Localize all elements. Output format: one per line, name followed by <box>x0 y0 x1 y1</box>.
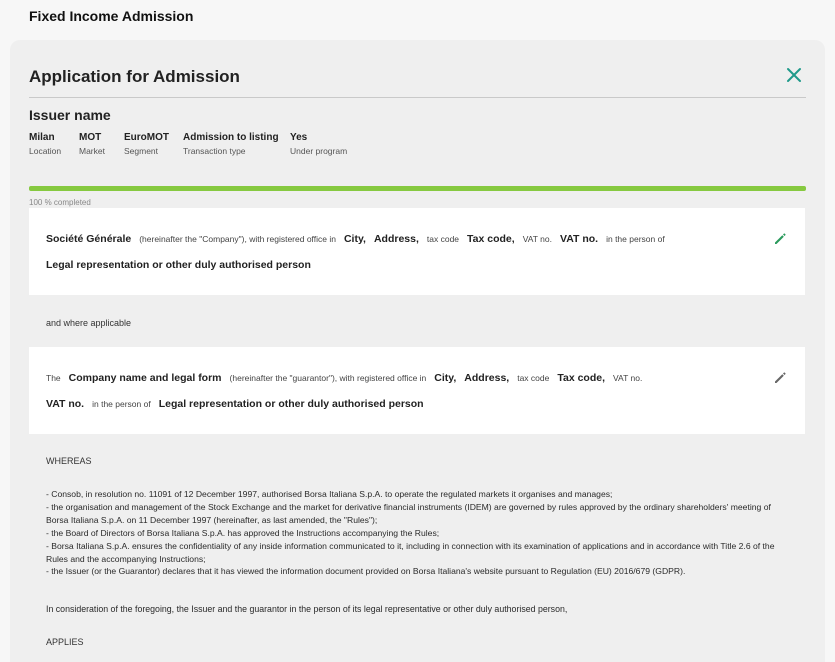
whereas-item: - Consob, in resolution no. 11091 of 12 December 1997, authorised Borsa Italiana S.p.A. to operate the regulated markets it organises and manages; <box>46 489 613 499</box>
consideration-text: In consideration of the foregoing, the Issuer and the guarantor in the person of its legal representative or other duly authorised person, <box>46 604 568 614</box>
person-label: in the person of <box>606 234 665 244</box>
guarantor-line-1 <box>46 372 650 384</box>
meta-market <box>79 132 105 156</box>
application-card <box>10 40 825 662</box>
meta-location <box>29 132 61 156</box>
meta-label: Transaction type <box>183 146 246 156</box>
tax-code: Tax code, <box>467 233 515 245</box>
meta-label: Market <box>79 146 105 156</box>
guarantor-line-2 <box>46 398 432 410</box>
address: Address, <box>373 233 419 245</box>
whereas-item: - the Issuer (or the Guarantor) declares that it has viewed the information document provided on Borsa Italiana's website pursuant to Regulation (EU) 2016/679 (GDPR). <box>46 566 686 577</box>
meta-value: MOT <box>79 132 102 143</box>
close-icon[interactable] <box>785 66 803 84</box>
vat-value: VAT no. <box>46 398 85 410</box>
applies-heading: APPLIES <box>46 637 84 647</box>
whereas-list <box>46 488 776 578</box>
city: City, <box>343 233 366 245</box>
hereinafter-text: (hereinafter the "guarantor"), with registered office in <box>229 373 427 383</box>
company-name: Company name and legal form <box>68 372 222 384</box>
person-label: in the person of <box>92 399 151 409</box>
meta-label: Segment <box>124 146 159 156</box>
whereas-item: - the Board of Directors of Borsa Italiana S.p.A. has approved the Instructions accompanying the Rules; <box>46 527 440 538</box>
application-title: Application for Admission <box>29 67 240 86</box>
issuer-line-2 <box>46 259 319 271</box>
company-name: Société Générale <box>46 233 132 245</box>
meta-label: Location <box>29 146 62 156</box>
issuer-line-1 <box>46 233 673 245</box>
meta-value: Milan <box>29 132 55 143</box>
progress-text: 100 % completed <box>29 198 91 207</box>
the-label: The <box>46 373 61 383</box>
legal-representative: Legal representation or other duly authorised person <box>46 259 311 271</box>
pencil-icon[interactable] <box>773 232 787 246</box>
whereas-item: - the organisation and management of the Stock Exchange and the market for derivative financial instruments (IDEM) are governed by rules approved by the ordinary shareholders' meeting of Borsa Italiana S.p.A. on 11 December 1997 (hereinafter, as last amended, the "Rules"); <box>46 501 771 525</box>
issuer-name: Issuer name <box>29 107 111 123</box>
whereas-item: - Borsa Italiana S.p.A. ensures the confidentiality of any inside information communicated to it, including in connection with its examination of applications and in accordance with Title 2.6 of the Rules and the accompanying Instructions; <box>46 540 775 564</box>
whereas-heading: WHEREAS <box>46 456 92 466</box>
progress-bar <box>29 186 806 191</box>
page-title: Fixed Income Admission <box>29 8 194 24</box>
hereinafter-text: (hereinafter the "Company"), with registered office in <box>139 234 336 244</box>
progress-fill <box>29 186 806 191</box>
address: Address, <box>464 372 510 384</box>
meta-value: EuroMOT <box>124 132 169 143</box>
meta-under-program <box>290 132 347 156</box>
meta-value: Yes <box>290 132 308 143</box>
vat-label: VAT no. <box>613 373 643 383</box>
where-applicable: and where applicable <box>46 318 132 328</box>
legal-representative: Legal representation or other duly authorised person <box>158 398 424 410</box>
meta-label: Under program <box>290 146 348 156</box>
tax-code-label: tax code <box>426 234 460 244</box>
pencil-icon[interactable] <box>773 371 787 385</box>
vat-value: VAT no. <box>559 233 599 245</box>
vat-label: VAT no. <box>522 234 552 244</box>
meta-transaction-type <box>183 132 279 156</box>
issuer-section <box>29 208 805 295</box>
tax-code-label: tax code <box>517 373 550 383</box>
tax-code: Tax code, <box>557 372 606 384</box>
meta-segment <box>124 132 169 156</box>
meta-value: Admission to listing <box>183 132 279 143</box>
guarantor-section <box>29 347 805 434</box>
header-divider <box>29 97 806 98</box>
city: City, <box>434 372 457 384</box>
